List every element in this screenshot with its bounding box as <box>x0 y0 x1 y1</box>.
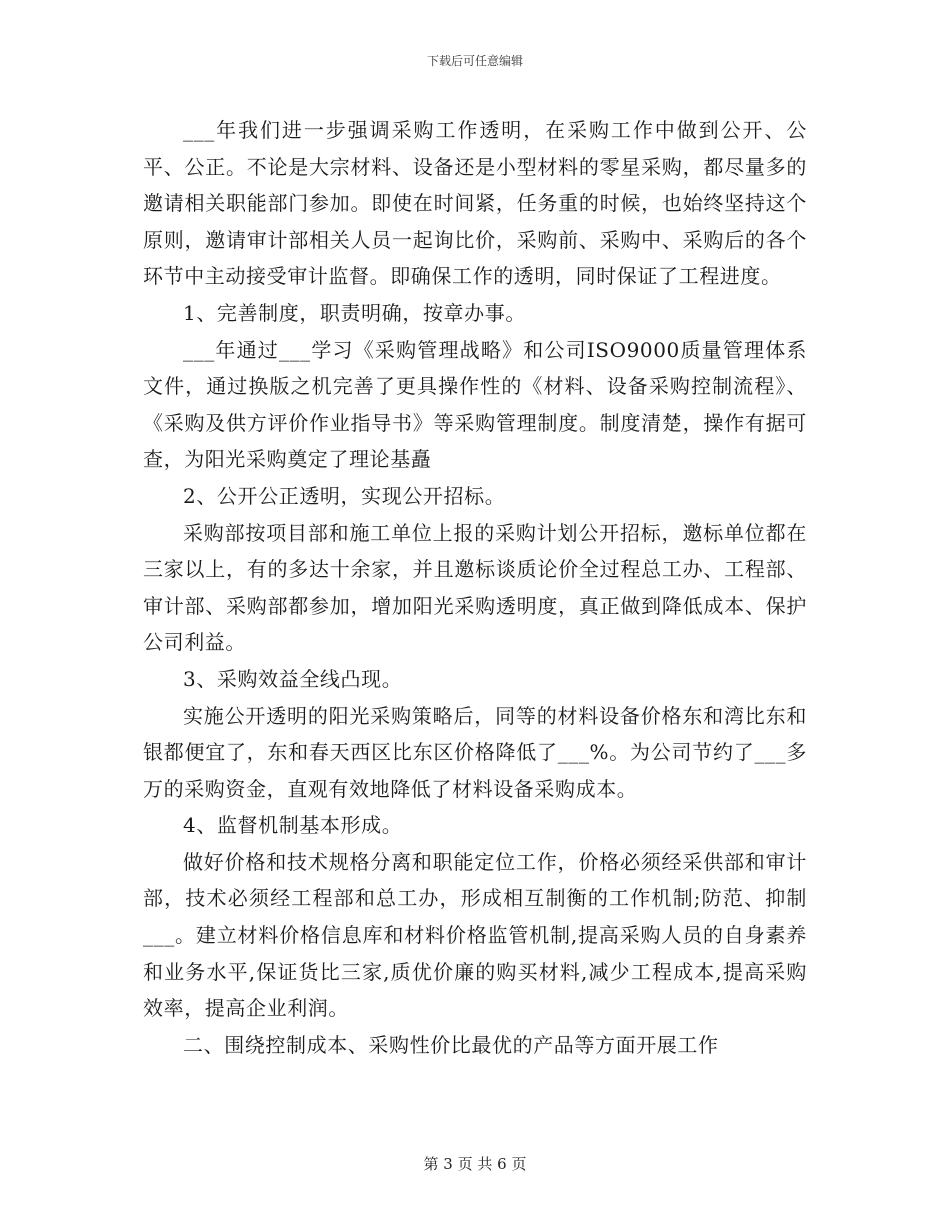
heading-open-bidding: 2、公开公正透明，实现公开招标。 <box>183 483 506 508</box>
paragraph-procurement-benefit: 实施公开透明的阳光采购策略后，同等的材料设备价格东和湾比东和银都便宜了，东和春天西区比东区价格降低了___%。为公司节约了___多万的采购资金，直观有效地降低了材料设备采购成本。 <box>143 703 807 801</box>
paragraph-open-bidding: 采购部按项目部和施工单位上报的采购计划公开招标，邀标单位都在三家以上，有的多达十余家，并且邀标谈质论价全过程总工办、工程部、审计部、采购部都参加，增加阳光采购透明度，真正做到降低成本、保护公司利益。 <box>143 520 807 655</box>
paragraph-improve-system: ___年通过___学习《采购管理战略》和公司ISO9000质量管理体系文件，通过换版之机完善了更具操作性的《材料、设备采购控制流程》、《采购及供方评价作业指导书》等采购管理制度。制度清楚，操作有据可查，为阳光采购奠定了理论基矗 <box>143 337 807 472</box>
page-number: 第 3 页 共 6 页 <box>423 1155 527 1173</box>
paragraph-intro: ___年我们进一步强调采购工作透明，在采购工作中做到公开、公平、公正。不论是大宗材料、设备还是小型材料的零星采购，都尽量多的邀请相关职能部门参加。即使在时间紧，任务重的时候，也始终坚持这个原则，邀请审计部相关人员一起询比价，采购前、采购中、采购后的各个环节中主动接受审计监督。即确保工作的透明，同时保证了工程进度。 <box>143 118 807 289</box>
paragraph-supervision: 做好价格和技术规格分离和职能定位工作，价格必须经采供部和审计部，技术必须经工程部和总工办，形成相互制衡的工作机制;防范、抑制___。建立材料价格信息库和材料价格监管机制,提高采购人员的自身素养和业务水平,保证货比三家,质优价廉的购买材料,减少工程成本,提高采购效率，提高企业利润。 <box>143 849 807 1021</box>
page-header: 下载后可任意编辑 <box>426 54 523 68</box>
heading-section-two: 二、围绕控制成本、采购性价比最优的产品等方面开展工作 <box>183 1032 719 1057</box>
heading-supervision: 4、监督机制基本形成。 <box>183 813 403 838</box>
heading-procurement-benefit: 3、采购效益全线凸现。 <box>183 666 403 691</box>
heading-improve-system: 1、完善制度，职责明确，按章办事。 <box>183 300 526 325</box>
document-body <box>143 112 807 1063</box>
